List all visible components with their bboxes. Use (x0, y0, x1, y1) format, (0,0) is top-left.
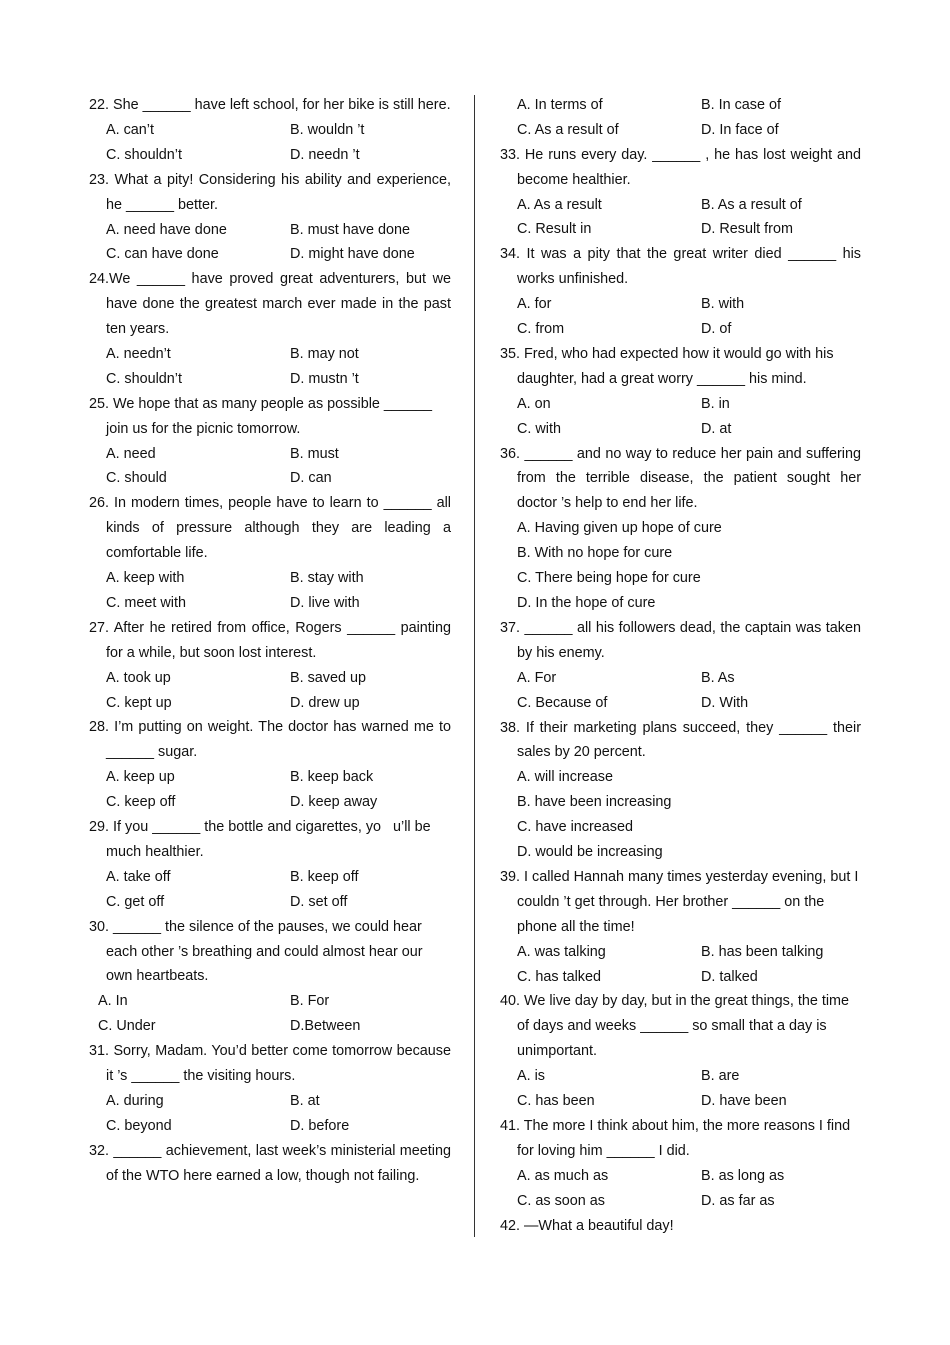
option-a: A. In terms of (517, 97, 603, 113)
option-c: C. with (517, 420, 561, 437)
option-d: D. set off (290, 893, 348, 910)
question-30: 30. ______ the silence of the pauses, we could hear each other ’s breathing and could almost hear our own heartbeats. (89, 918, 423, 985)
options-row (89, 367, 451, 392)
option-d: D. talked (701, 968, 758, 985)
option-a: A. will increase (517, 769, 613, 786)
right-column (500, 93, 861, 1238)
option-a: A. for (517, 296, 552, 313)
option-c: C. get off (106, 893, 165, 910)
option-d: D. as far as (701, 1192, 775, 1209)
option-a: A. need (106, 445, 156, 462)
options-row (500, 193, 861, 218)
option-d: D.Between (290, 1018, 361, 1035)
option-c: C. keep off (106, 794, 176, 811)
question-39: 39. I called Hannah many times yesterday evening, but I couldn ’t get through. Her brother ______ on the phone all the time! (500, 868, 859, 935)
option-b: B. have been increasing (517, 794, 672, 811)
options-row (500, 392, 861, 417)
options-row (500, 317, 861, 342)
question-24: 24.We ______ have proved great adventurers, but we have done the greatest march ever made in the past ten years. (89, 271, 451, 338)
option-a: A. is (517, 1068, 545, 1085)
options-row (500, 940, 861, 965)
option-a: A. take off (106, 868, 171, 885)
option-b: B. keep off (290, 868, 359, 885)
option-a: A. as much as (517, 1167, 609, 1184)
option-d: D. have been (701, 1093, 787, 1110)
option-a: A. As a result (517, 196, 602, 213)
question-22: 22. She ______ have left school, for her bike is still here. (89, 97, 451, 113)
option-d: D. mustn ’t (290, 370, 359, 387)
options-row (89, 890, 451, 915)
options-row (500, 666, 861, 691)
question-29: 29. If you ______ the bottle and cigarettes, yo u’ll be much healthier. (89, 819, 431, 860)
question-28: 28. I’m putting on weight. The doctor has warned me to ______ sugar. (89, 719, 451, 761)
options-row (89, 666, 451, 691)
options-row (89, 442, 451, 467)
option-b: B. For (290, 993, 330, 1010)
options-row (89, 143, 451, 168)
option-b: B. at (290, 1092, 320, 1109)
option-b: B. are (701, 1068, 740, 1085)
option-d: D. keep away (290, 794, 378, 811)
options-row (89, 790, 451, 815)
question-38: 38. If their marketing plans succeed, they ______ their sales by 20 percent. (500, 719, 861, 761)
options-row (500, 1164, 861, 1189)
question-37: 37. ______ all his followers dead, the captain was taken by his enemy. (500, 619, 861, 661)
question-36: 36. ______ and no way to reduce her pain and suffering from the terrible disease, the patient sought her doctor ’s help to end her life. (500, 445, 861, 512)
option-b: B. must have done (290, 221, 410, 238)
option-c: C. should (106, 470, 167, 487)
option-a: A. For (517, 669, 557, 686)
column-divider (474, 95, 475, 1237)
question-40: 40. We live day by day, but in the great things, the time of days and weeks ______ so small that a day is unimportant. (500, 993, 850, 1060)
option-c: C. As a result of (517, 121, 619, 138)
options-row (89, 118, 451, 143)
option-c: C. meet with (106, 594, 186, 611)
options-row (89, 989, 451, 1014)
option-c: C. has talked (517, 968, 601, 985)
options-row (500, 691, 861, 716)
option-d: D. can (290, 470, 332, 487)
options-row (89, 466, 451, 491)
option-b: B. wouldn ’t (290, 121, 365, 138)
option-d: D. would be increasing (517, 844, 663, 861)
option-b: B. As (701, 669, 735, 686)
option-c: C. as soon as (517, 1192, 605, 1209)
option-b: B. stay with (290, 570, 364, 587)
option-b: B. keep back (290, 769, 374, 786)
option-a: A. needn’t (106, 346, 171, 362)
option-c: C. have increased (517, 819, 633, 836)
options-row (89, 591, 451, 616)
options-row (89, 765, 451, 790)
question-41: 41. The more I think about him, the more reasons I find for loving him ______ I did. (500, 1117, 851, 1159)
options-row (89, 1114, 451, 1139)
options-row (500, 93, 861, 118)
options-row (500, 292, 861, 317)
option-b: B. as long as (701, 1167, 785, 1184)
question-34: 34. It was a pity that the great writer died ______ his works unfinished. (500, 246, 861, 288)
option-c: C. shouldn’t (106, 370, 182, 387)
question-35: 35. Fred, who had expected how it would go with his daughter, had a great worry ______ his mind. (500, 345, 834, 387)
option-b: B. with (701, 296, 745, 313)
option-d: D. needn ’t (290, 146, 360, 163)
option-a: A. need have done (106, 221, 227, 238)
left-column (89, 93, 451, 1189)
options-row (500, 217, 861, 242)
option-d: D. In the hope of cure (517, 595, 656, 611)
options-row (89, 1089, 451, 1114)
option-c: C. kept up (106, 694, 172, 711)
options-row (500, 417, 861, 442)
option-b: B. may not (290, 346, 359, 362)
option-c: C. Because of (517, 694, 608, 711)
options-row (89, 691, 451, 716)
option-d: D. drew up (290, 694, 360, 711)
option-c: C. Result in (517, 221, 592, 238)
option-d: D. before (290, 1117, 350, 1134)
question-25: 25. We hope that as many people as possible ______ join us for the picnic tomorrow. (89, 395, 432, 437)
question-32: 32. ______ achievement, last week’s ministerial meeting of the WTO here earned a low, though not failing. (89, 1142, 451, 1184)
options-row (89, 1014, 451, 1039)
options-row (500, 1189, 861, 1214)
option-c: C. has been (517, 1093, 595, 1110)
options-row (500, 1089, 861, 1114)
option-b: B. in (701, 395, 730, 412)
option-a: A. keep with (106, 570, 185, 587)
options-row (89, 242, 451, 267)
options-row (89, 566, 451, 591)
options-row (89, 342, 451, 367)
option-b: B. has been talking (701, 943, 824, 960)
option-d: D. Result from (701, 221, 793, 238)
question-33: 33. He runs every day. ______ , he has lost weight and become healthier. (500, 146, 861, 188)
option-b: B. saved up (290, 669, 367, 686)
question-26: 26. In modern times, people have to learn to ______ all kinds of pressure although they are leading a comfortable life. (89, 495, 451, 562)
option-c: C. beyond (106, 1117, 172, 1134)
option-b: B. must (290, 445, 339, 462)
question-23: 23. What a pity! Considering his ability and experience, he ______ better. (89, 171, 451, 213)
option-c: C. from (517, 321, 565, 338)
options-row (500, 118, 861, 143)
option-a: A. In (98, 993, 128, 1010)
option-d: D. of (701, 321, 732, 338)
question-42: 42. —What a beautiful day! (500, 1217, 674, 1234)
option-b: B. In case of (701, 97, 781, 113)
option-a: A. took up (106, 669, 171, 686)
option-b: B. With no hope for cure (517, 545, 673, 562)
option-a: A. keep up (106, 769, 175, 786)
option-a: A. during (106, 1092, 164, 1109)
option-d: D. might have done (290, 246, 415, 263)
option-d: D. In face of (701, 121, 779, 138)
options-row (89, 865, 451, 890)
option-a: A. can’t (106, 121, 154, 138)
option-c: C. There being hope for cure (517, 570, 701, 587)
question-31: 31. Sorry, Madam. You’d better come tomorrow because it ’s ______ the visiting hours. (89, 1043, 451, 1085)
options-row (500, 965, 861, 990)
options-row (500, 1064, 861, 1089)
option-c: C. can have done (106, 246, 219, 263)
option-c: C. Under (98, 1018, 156, 1035)
option-c: C. shouldn’t (106, 146, 182, 163)
question-27: 27. After he retired from office, Rogers ______ painting for a while, but soon lost interest. (89, 619, 451, 661)
option-a: A. on (517, 395, 551, 412)
option-b: B. As a result of (701, 196, 802, 213)
option-a: A. Having given up hope of cure (517, 520, 722, 537)
option-a: A. was talking (517, 943, 606, 960)
option-d: D. With (701, 694, 749, 711)
option-d: D. live with (290, 594, 360, 611)
options-row (89, 218, 451, 243)
option-d: D. at (701, 420, 732, 437)
